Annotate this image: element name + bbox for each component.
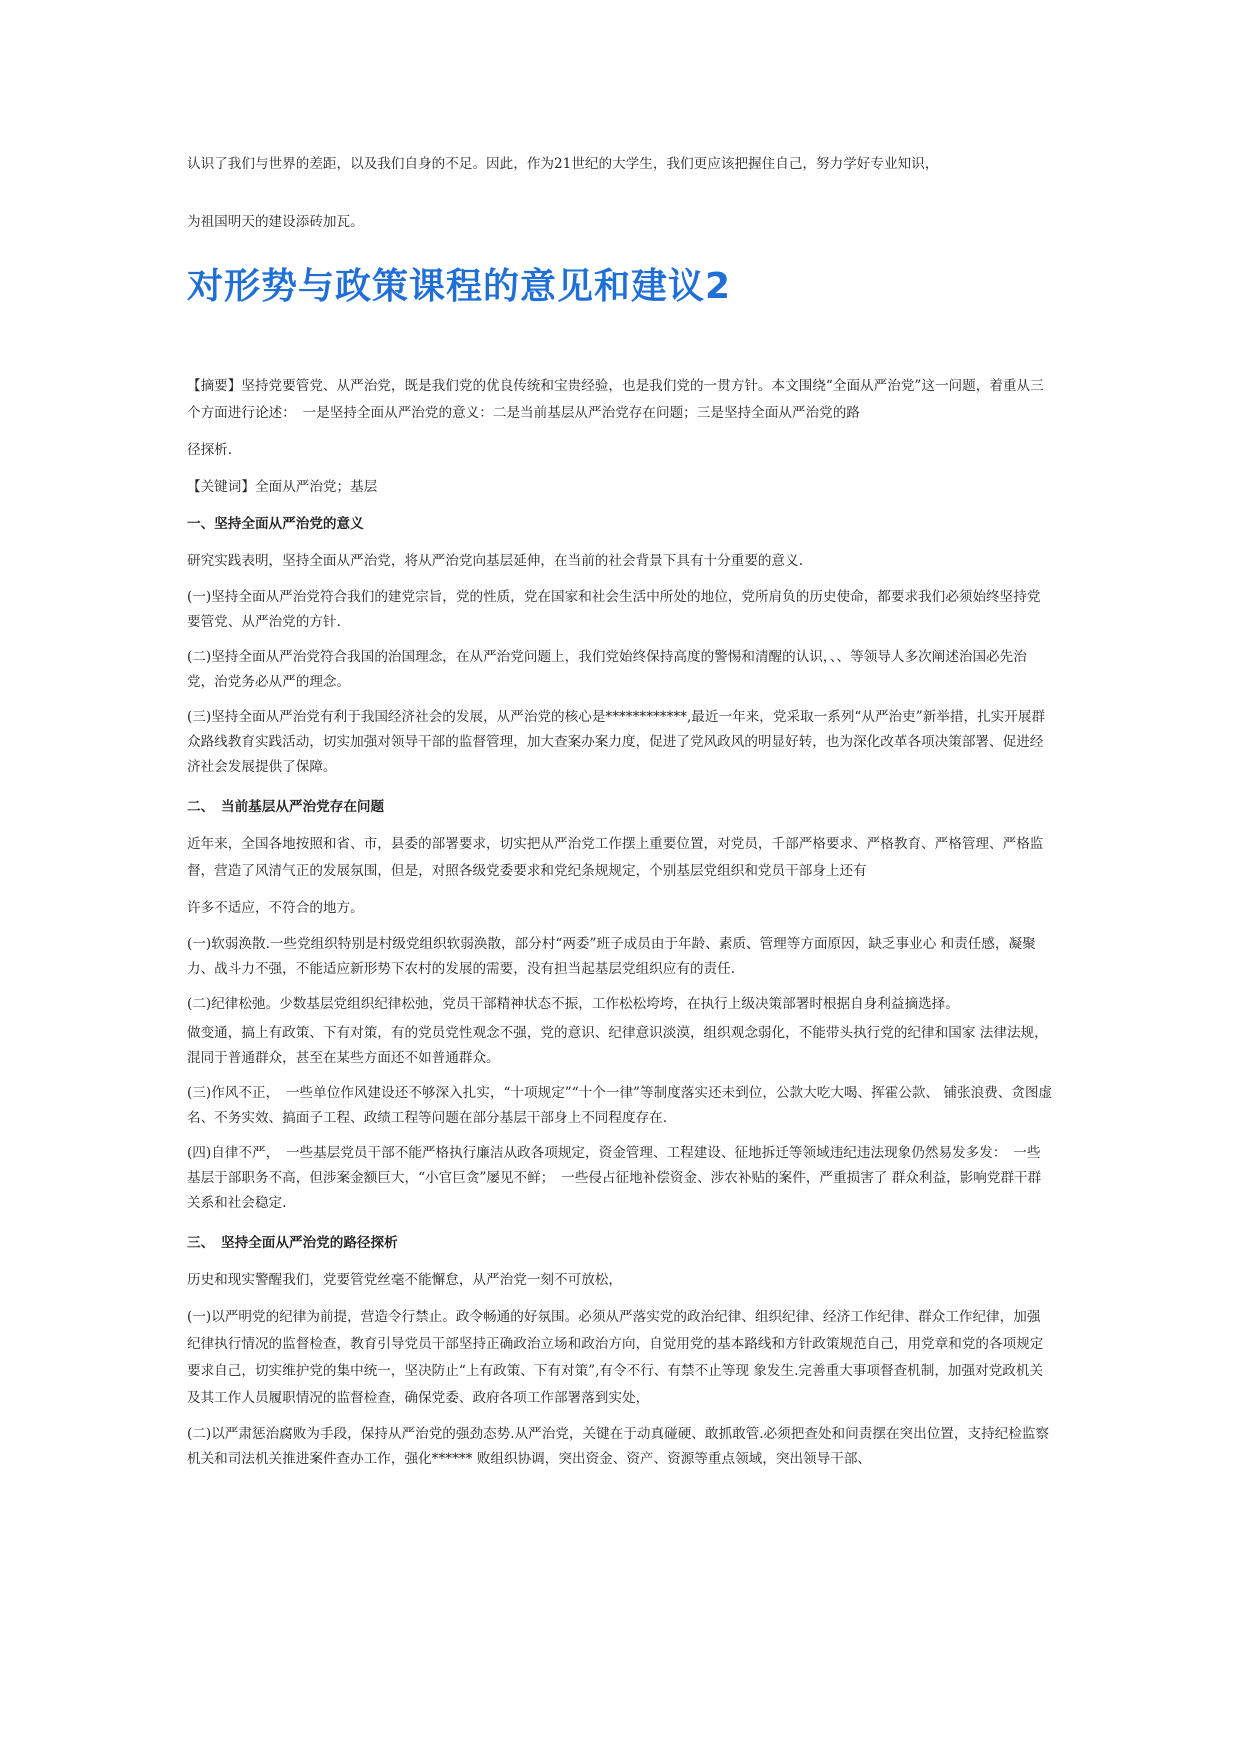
section-2-heading: 二、 当前基层从严治党存在问题 xyxy=(187,799,385,815)
section-1-heading: 一、坚持全面从严治党的意义 xyxy=(187,516,364,532)
section-3-heading: 三、 坚持全面从严治党的路径探析 xyxy=(187,1235,398,1251)
keywords: 【关键词】全面从严治党；基层 xyxy=(187,479,378,495)
section-2-paragraph-0: 近年来，全国各地按照和省、市，县委的部署要求，切实把从严治党工作摆上重要位置，对党员，千部严格要求、严格教育、严格管理、严格监督，营造了风清气正的发展氛围，但是，对照各级党委要求和党纪条规规定，个别基层党组织和党员干部身上还有 xyxy=(187,836,1044,879)
section-2-paragraph-2: (二)纪律松弛。少数基层党组织纪律松弛，党员干部精神状态不振，工作松松垮垮，在执行上级决策部署时根据自身利益摘选择。 xyxy=(187,996,959,1012)
document-body xyxy=(187,373,1053,1482)
section-2-paragraph-3: (三)作风不正， 一些单位作风建设还不够深入扎实，“十项规定”“十个一律”等制度落实还未到位，公款大吃大喝、挥霍公款、 铺张浪费、贪图虚名、不务实效、搞面子工程、政绩工程等问题在部分基层干部身上不同程度存在. xyxy=(187,1085,1053,1126)
section-1-paragraph-2: (二)坚持全面从严治党符合我国的治国理念，在从严治党问题上，我们党始终保持高度的警惕和清醒的认识，、、等领导人多次阐述治国必先治党，治党务必从严的理念。 xyxy=(187,649,1027,690)
section-2-paragraph-0b: 许多不适应，不符合的地方。 xyxy=(187,900,364,916)
intro-line-1: 认识了我们与世界的差距，以及我们自身的不足。因此，作为21世纪的大学生，我们更应该把握住自己，努力学好专业知识， xyxy=(187,156,939,172)
section-2-paragraph-4: (四)自律不严， 一些基层党员干部不能严格执行廉洁从政各项规定，资金管理、工程建设、征地拆迁等领域违纪违法现象仍然易发多发： 一些基层于部职务不高，但涉案金额巨大，“小官巨贪”屡见不鲜； 一些侵占征地补偿资金、涉农补贴的案件，严重损害了 群众利益，影响党群干群关系和社会稳定. xyxy=(187,1145,1042,1211)
section-2-paragraph-1: (一)软弱涣散.一些党组织特别是村级党组织软弱涣散，部分村“两委”班子成员由于年龄、素质、管理等方面原因，缺乏事业心 和责任感，凝聚力、战斗力不强，不能适应新形势下农村的发展的需要，没有担当起基层党组织应有的责任. xyxy=(187,936,1036,977)
section-3-paragraph-2: (二)以严肃惩治腐败为手段，保持从严治党的强劲态势.从严治党，关键在于动真碰硬、敢抓敢管.必须把查处和问责摆在突出位置，支持纪检监察机关和司法机关推进案件查办工作，强化****** 败组织协调，突出资金、资产、资源等重点领域，突出领导干部、 xyxy=(187,1426,1050,1467)
section-2-paragraph-2b: 做变通，搞上有政策、下有对策，有的党员党性观念不强，党的意识、纪律意识淡漠，组织观念弱化，不能带头执行党的纪律和国家 法律法规，混同于普通群众，甚至在某些方面还不如普通群众。 xyxy=(187,1025,1048,1066)
section-3-paragraph-0: 历史和现实警醒我们，党要管党丝毫不能懈怠，从严治党一刻不可放松， xyxy=(187,1272,622,1288)
section-1-paragraph-1: (一)坚持全面从严治党符合我们的建党宗旨，党的性质，党在国家和社会生活中所处的地位，党所肩负的历史使命，都要求我们必须始终坚持党要管党、从严治党的方针. xyxy=(187,589,1041,630)
intro-line-2: 为祖国明天的建设添砖加瓦。 xyxy=(187,214,364,230)
section-3-paragraph-1: (一)以严明党的纪律为前提，营造令行禁止。政令畅通的好氛围。必须从严落实党的政治纪律、组织纪律、经济工作纪律、群众工作纪律，加强纪律执行情况的监督检查，教育引导党员干部坚持正确政治立场和政治方向，自觉用党的基本路线和方针政策规范自己，用党章和党的各项规定要求自己，切实维护党的集中统一，坚决防止“上有政策、下有对策”,有令不行、有禁不止等现 象发生.完善重大事项督查机制，加强对党政机关及其工作人员履职情况的监督检查，确保党委、政府各项工作部署落到实处， xyxy=(187,1309,1044,1406)
document-title: 对形势与政策课程的意见和建议2 xyxy=(187,266,732,307)
section-1-paragraph-3: (三)坚持全面从严治党有利于我国经济社会的发展，从严治党的核心是************,最近一年来，党采取一系列“从严治吏”新举措，扎实开展群众路线教育实践活动，切实加强对领导干部的监督管理，加大查案办案力度，促进了党风政风的明显好转，也为深化改革各项决策部署、促进经济社会发展提供了保障。 xyxy=(187,709,1046,775)
abstract-text: 【摘要】坚持党要管党、从严治党，既是我们党的优良传统和宝贵经验，也是我们党的一贯方针。本文围绕“全面从严治党”这一问题，着重从三个方面进行论述： 一是坚持全面从严治党的意义：二是当前基层从严治党存在问题；三是坚持全面从严治党的路 xyxy=(187,378,1044,421)
section-1-paragraph-0: 研究实践表明，坚持全面从严治党，将从严治党向基层延伸，在当前的社会背景下具有十分重要的意义. xyxy=(187,553,804,569)
abstract-continuation: 径探析. xyxy=(187,442,233,458)
